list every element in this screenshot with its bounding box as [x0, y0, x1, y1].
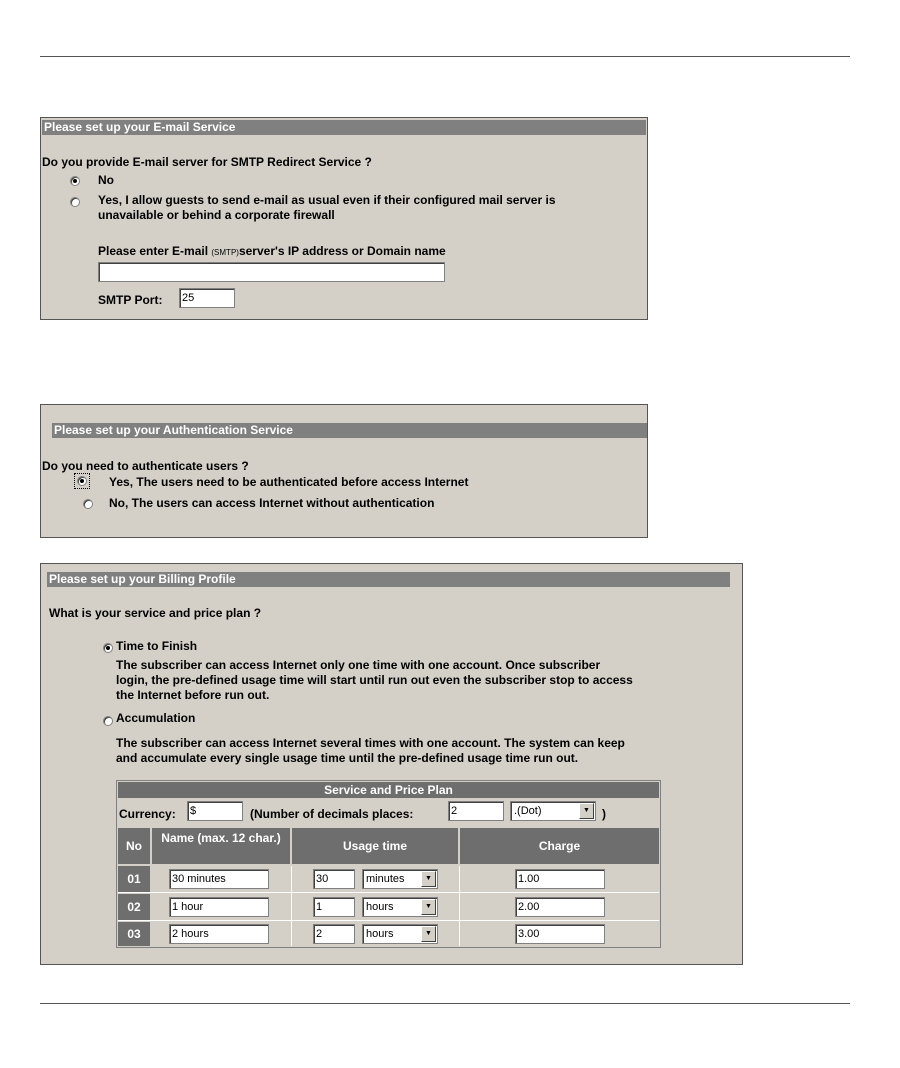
email-yes-radio[interactable]	[70, 197, 80, 207]
row-2-charge-input[interactable]: 2.00	[515, 897, 605, 917]
row-1-time-input[interactable]: 30	[313, 869, 355, 889]
row-3-unit-select[interactable]	[362, 924, 438, 944]
decimal-separator-value: .(Dot)	[514, 805, 542, 817]
row-1-charge-input[interactable]: 1.00	[515, 869, 605, 889]
close-paren: )	[602, 807, 606, 821]
time-to-finish-radio[interactable]	[103, 643, 113, 653]
chevron-down-icon[interactable]: ▼	[421, 871, 436, 887]
smtp-server-label-pre: Please enter E-mail	[98, 244, 212, 258]
smtp-server-label-post: server's IP address or Domain name	[238, 244, 446, 258]
smtp-server-label-small: (SMTP)	[211, 248, 239, 257]
decimal-separator-select[interactable]	[510, 801, 596, 821]
col-divider	[291, 866, 292, 946]
decimals-label: (Number of decimals places:	[250, 807, 414, 821]
row-3-charge-input[interactable]: 3.00	[515, 924, 605, 944]
time-to-finish-desc-1: The subscriber can access Internet only one time with one account. Once subscriber	[116, 658, 601, 672]
time-to-finish-desc-2: login, the pre-defined usage time will start until run out even the subscriber stop to access	[116, 673, 633, 687]
chevron-down-icon[interactable]: ▼	[579, 803, 594, 819]
row-divider	[118, 920, 659, 921]
email-service-panel	[40, 117, 648, 320]
auth-yes-radio[interactable]	[77, 476, 87, 486]
row-1-unit-value: minutes	[366, 873, 405, 885]
col-header-no: No	[118, 828, 150, 864]
billing-question: What is your service and price plan ?	[49, 606, 262, 620]
row-2-unit-value: hours	[366, 901, 394, 913]
chevron-down-icon[interactable]: ▼	[421, 926, 436, 942]
col-header-name: Name (max. 12 char.)	[152, 828, 290, 864]
row-3-unit-value: hours	[366, 928, 394, 940]
row-3-time-input[interactable]: 2	[313, 924, 355, 944]
row-2-unit-select[interactable]	[362, 897, 438, 917]
accumulation-desc-2: and accumulate every single usage time until the pre-defined usage time run out.	[116, 751, 579, 765]
time-to-finish-desc-3: the Internet before run out.	[116, 688, 270, 702]
row-3-no: 03	[118, 922, 150, 946]
bottom-rule	[40, 1003, 850, 1004]
auth-no-label: No, The users can access Internet without authentication	[109, 496, 435, 510]
accumulation-desc-1: The subscriber can access Internet several times with one account. The system can keep	[116, 736, 625, 750]
auth-question: Do you need to authenticate users ?	[42, 459, 249, 473]
time-to-finish-label: Time to Finish	[116, 639, 198, 653]
col-divider	[459, 866, 460, 946]
auth-service-header: Please set up your Authentication Service	[52, 423, 647, 438]
auth-yes-label: Yes, The users need to be authenticated before access Internet	[109, 475, 469, 489]
smtp-port-label: SMTP Port:	[98, 293, 163, 307]
row-2-no: 02	[118, 894, 150, 920]
row-3-name-input[interactable]: 2 hours	[169, 924, 269, 944]
col-header-charge: Charge	[460, 828, 659, 864]
auth-service-panel	[40, 404, 648, 538]
email-question: Do you provide E-mail server for SMTP Redirect Service ?	[42, 155, 372, 169]
row-2-name-input[interactable]: 1 hour	[169, 897, 269, 917]
email-no-label: No	[98, 173, 114, 187]
col-header-usage: Usage time	[292, 828, 458, 864]
decimals-input[interactable]: 2	[448, 801, 504, 821]
auth-no-radio[interactable]	[83, 499, 93, 509]
row-1-unit-select[interactable]	[362, 869, 438, 889]
row-2-time-input[interactable]: 1	[313, 897, 355, 917]
email-yes-label-line1: Yes, I allow guests to send e-mail as usual even if their configured mail server is	[98, 193, 556, 207]
row-divider	[118, 892, 659, 893]
currency-label: Currency:	[119, 807, 176, 821]
email-service-header: Please set up your E-mail Service	[42, 120, 646, 135]
email-no-radio[interactable]	[70, 176, 80, 186]
billing-profile-header: Please set up your Billing Profile	[47, 572, 730, 587]
email-yes-label-line2: unavailable or behind a corporate firewall	[98, 208, 335, 222]
row-1-name-input[interactable]: 30 minutes	[169, 869, 269, 889]
accumulation-radio[interactable]	[103, 716, 113, 726]
smtp-port-input[interactable]: 25	[179, 288, 235, 308]
top-rule	[40, 56, 850, 57]
smtp-server-label	[98, 244, 446, 260]
currency-input[interactable]: $	[187, 801, 243, 821]
smtp-server-input[interactable]	[98, 262, 445, 282]
chevron-down-icon[interactable]: ▼	[421, 899, 436, 915]
row-1-no: 01	[118, 866, 150, 892]
accumulation-label: Accumulation	[116, 711, 196, 725]
price-plan-table	[116, 780, 661, 948]
price-plan-title: Service and Price Plan	[118, 782, 659, 798]
